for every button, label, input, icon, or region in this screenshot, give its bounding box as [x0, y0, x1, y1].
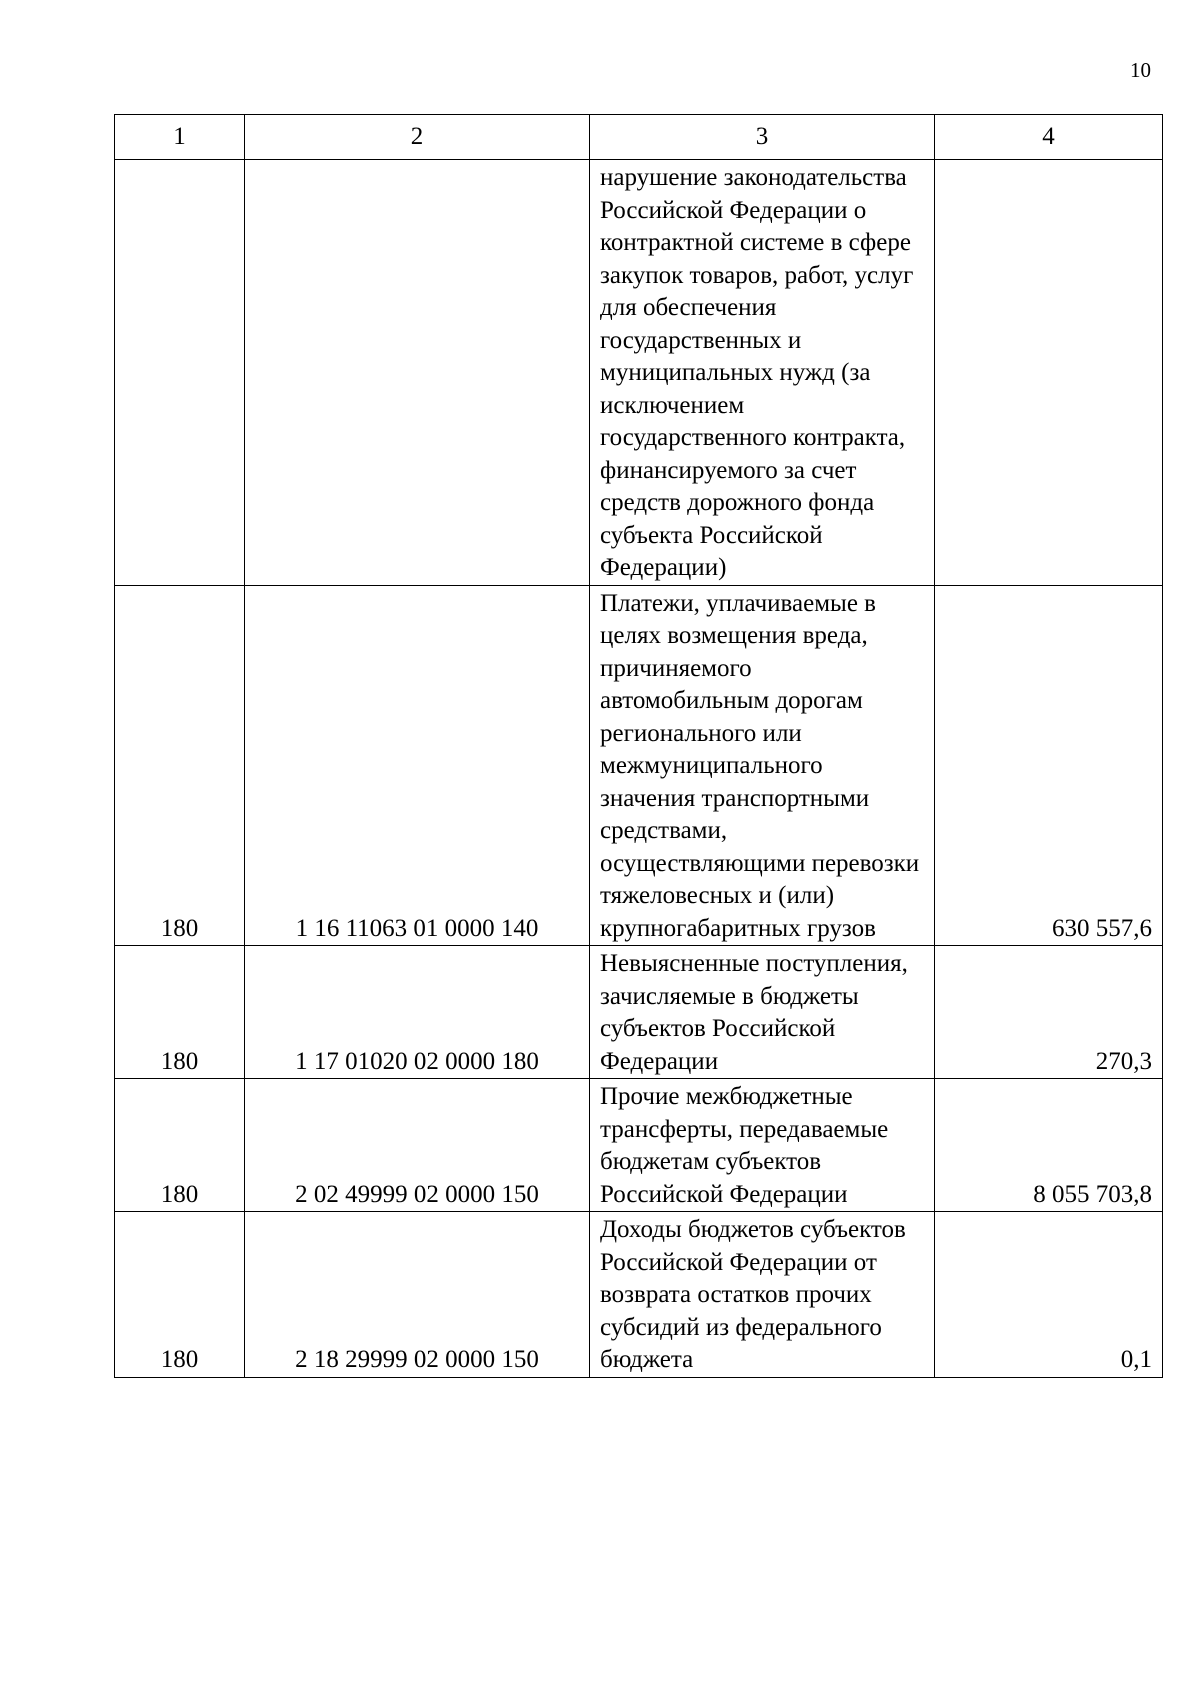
- budget-code-cell: 2 02 49999 02 0000 150: [245, 1079, 590, 1212]
- column-header-2: 2: [245, 115, 590, 160]
- amount-cell: 0,1: [935, 1212, 1163, 1378]
- amount-cell: [935, 160, 1163, 586]
- admin-code-cell: 180: [115, 1079, 245, 1212]
- amount-cell: 630 557,6: [935, 585, 1163, 946]
- column-header-3: 3: [590, 115, 935, 160]
- budget-code-cell: [245, 160, 590, 586]
- admin-code-cell: 180: [115, 585, 245, 946]
- column-header-4: 4: [935, 115, 1163, 160]
- admin-code-cell: [115, 160, 245, 586]
- amount-cell: 270,3: [935, 946, 1163, 1079]
- admin-code-cell: 180: [115, 1212, 245, 1378]
- column-header-1: 1: [115, 115, 245, 160]
- description-cell: Невыясненные поступления, зачисляемые в бюджеты субъектов Российской Федерации: [590, 946, 935, 1079]
- header-row: [115, 115, 1163, 160]
- table-row: [115, 1079, 1163, 1212]
- description-cell: Прочие межбюджетные трансферты, передаваемые бюджетам субъектов Российской Федерации: [590, 1079, 935, 1212]
- page-number: 10: [1130, 58, 1151, 82]
- table-row: [115, 946, 1163, 1079]
- table-row: [115, 585, 1163, 946]
- budget-code-cell: 1 16 11063 01 0000 140: [245, 585, 590, 946]
- description-cell: Платежи, уплачиваемые в целях возмещения вреда, причиняемого автомобильным дорогам регионального или межмуниципального значения транспортными средствами, осуществляющими перевозки тяжеловесных и (или) крупногабаритных грузов: [590, 585, 935, 946]
- revenue-table: [114, 114, 1163, 1378]
- amount-cell: 8 055 703,8: [935, 1079, 1163, 1212]
- table-row: [115, 160, 1163, 586]
- admin-code-cell: 180: [115, 946, 245, 1079]
- description-cell: Доходы бюджетов субъектов Российской Федерации от возврата остатков прочих субсидий из федерального бюджета: [590, 1212, 935, 1378]
- table-row: [115, 1212, 1163, 1378]
- description-cell: нарушение законодательства Российской Федерации о контрактной системе в сфере закупок товаров, работ, услуг для обеспечения государственных и муниципальных нужд (за исключением государственного контракта, финансируемого за счет средств дорожного фонда субъекта Российской Федерации): [590, 160, 935, 586]
- budget-code-cell: 1 17 01020 02 0000 180: [245, 946, 590, 1079]
- budget-code-cell: 2 18 29999 02 0000 150: [245, 1212, 590, 1378]
